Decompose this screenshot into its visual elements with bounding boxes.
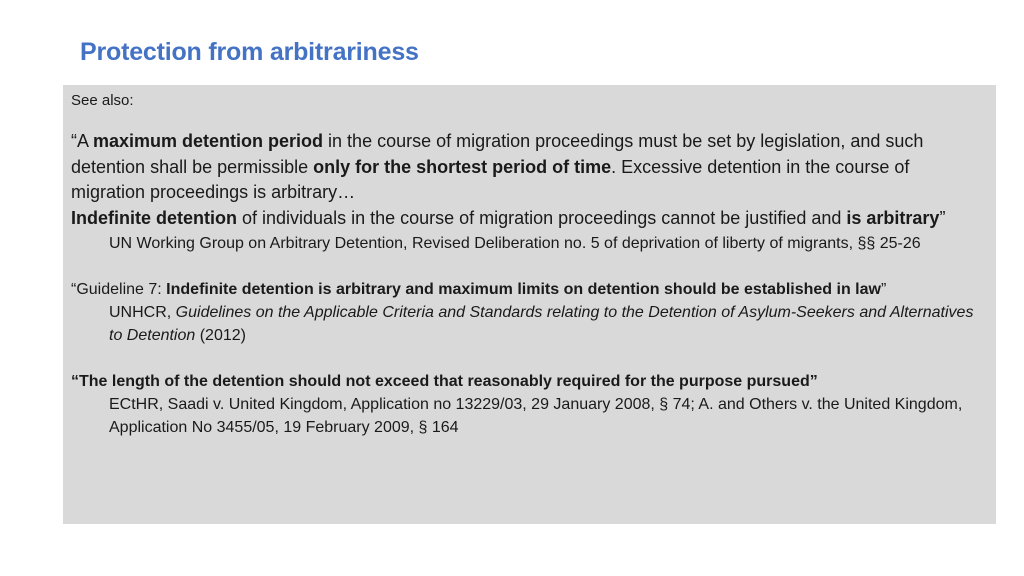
- see-also-label: See also:: [71, 92, 134, 109]
- quote-emphasis: only for the shortest period of time: [313, 156, 612, 177]
- citation-year: (2012): [195, 327, 246, 344]
- quote-block-unhcr: [71, 278, 988, 347]
- quote-un-working-group: [71, 129, 988, 231]
- quote-text: ”: [939, 207, 946, 228]
- quote-ecthr: [71, 370, 988, 393]
- citation-unhcr: [71, 301, 988, 347]
- citation-ecthr: ECtHR, Saadi v. United Kingdom, Application no 13229/03, 29 January 2008, § 74; A. and Others v. the United Kingdom, Application No 3455/05, 19 February 2009, § 164: [109, 396, 963, 436]
- quote-text: “Guideline 7:: [71, 281, 167, 298]
- quote-text: . Excessive detention in the course of migration proceedings is arbitrary…: [71, 156, 910, 202]
- quote-emphasis: is arbitrary: [846, 207, 940, 228]
- quote-emphasis: “The length of the detention should not exceed that reasonably required for the purpose pursued”: [71, 373, 818, 390]
- quote-block-ecthr: [71, 370, 988, 439]
- quote-emphasis: Indefinite detention: [71, 207, 237, 228]
- citation-un-working-group: UN Working Group on Arbitrary Detention, Revised Deliberation no. 5 of deprivation of liberty of migrants, §§ 25-26: [109, 235, 921, 252]
- content-box: [63, 85, 996, 524]
- quote-text: “A: [71, 131, 94, 151]
- citation-org: UNHCR,: [109, 304, 176, 321]
- page-title: Protection from arbitrariness: [80, 38, 419, 66]
- quote-unhcr-guideline: [71, 278, 988, 301]
- citation-title: Guidelines on the Applicable Criteria and Standards relating to the Detention of Asylum-Seekers and Alternatives to Detention: [109, 304, 974, 344]
- quote-text: of individuals in the course of migration proceedings cannot be justified and: [237, 207, 847, 228]
- quote-text: in the course of migration proceedings must be set by legislation, and such detention shall be permissible: [71, 131, 924, 177]
- quote-emphasis: maximum detention period: [93, 131, 324, 151]
- quote-emphasis: Indefinite detention is arbitrary and maximum limits on detention should be established in law: [166, 281, 881, 298]
- quote-text: ”: [880, 281, 887, 298]
